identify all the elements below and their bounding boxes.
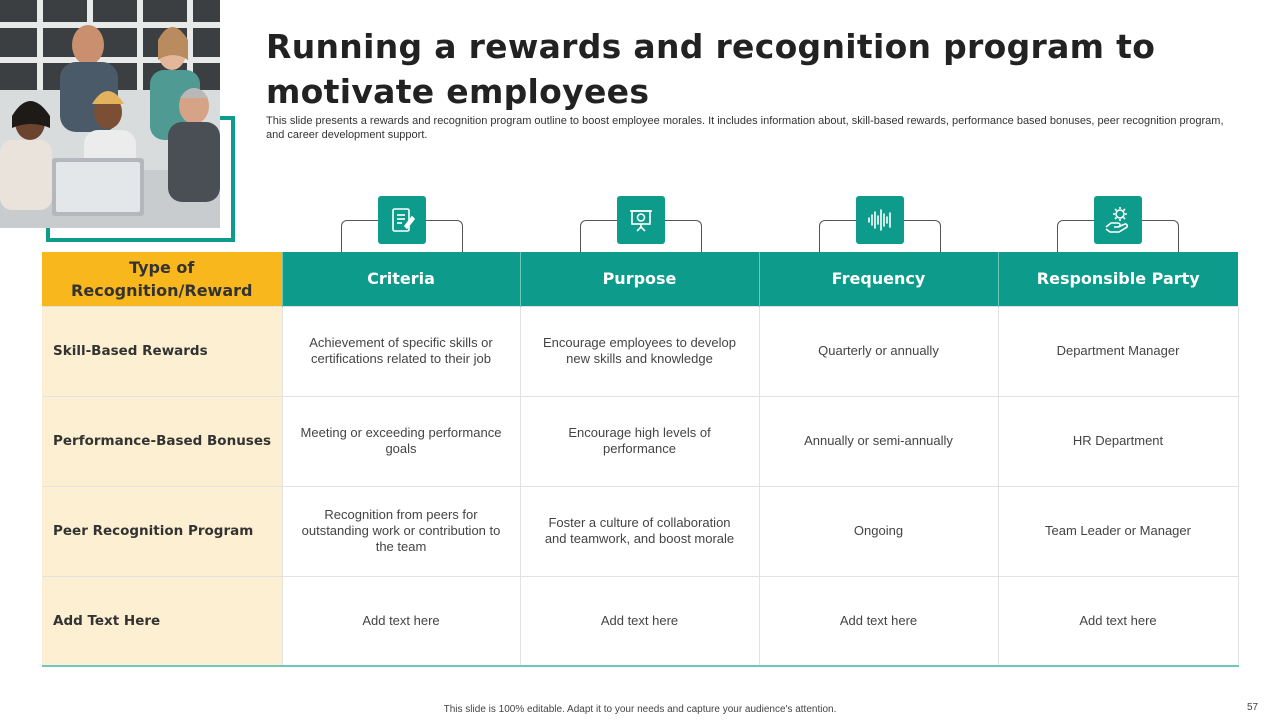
table-cell (759, 306, 998, 396)
cell-text: Foster a culture of collaboration and teamwork, and boost morale (544, 515, 735, 546)
cell-text: Add text here (1079, 612, 1157, 628)
cell-text: Add text here (839, 612, 918, 628)
cell-text: Achievement of specific skills or certifications related to their job (309, 335, 493, 366)
column-header-criteria: Criteria (282, 252, 520, 306)
table-row (42, 306, 1238, 396)
footer-note: This slide is 100% editable. Adapt it to your needs and capture your audience's attention. (443, 704, 837, 715)
cell-text: HR Department (1072, 433, 1164, 448)
column-header-purpose: Purpose (520, 252, 759, 306)
table-cell (759, 396, 998, 486)
checklist-icon (378, 196, 426, 244)
page-subtitle: This slide presents a rewards and recognition program outline to boost employee morales. It includes information about, skill-based rewards, performance based bonuses, peer recognition program, and career development support. (266, 115, 1224, 141)
table-cell (520, 306, 759, 396)
table-row (42, 576, 1238, 666)
table-cell (759, 486, 998, 576)
presentation-icon (617, 196, 665, 244)
frequency-icon-group (819, 196, 941, 252)
purpose-icon-group (580, 196, 702, 252)
waveform-icon (856, 196, 904, 244)
table-cell (998, 396, 1238, 486)
table-cell (282, 306, 520, 396)
table-cell (282, 396, 520, 486)
row-label: Skill-Based Rewards (42, 306, 282, 396)
cell-text: Add text here (362, 612, 440, 628)
column-header-responsible-party: Responsible Party (998, 252, 1238, 306)
cell-text: Ongoing (853, 523, 904, 538)
table-row (42, 486, 1238, 576)
criteria-icon-group (341, 196, 463, 252)
cell-text: Encourage employees to develop new skills and knowledge (543, 335, 736, 366)
cell-text: Add text here (600, 612, 679, 628)
table-row (42, 396, 1238, 486)
recognition-table (42, 252, 1239, 667)
table-cell (520, 486, 759, 576)
row-label: Peer Recognition Program (42, 486, 282, 576)
table-cell (998, 576, 1238, 666)
cell-text: Department Manager (1056, 343, 1180, 358)
table-header-row (42, 252, 1238, 306)
row-label: Performance-Based Bonuses (42, 396, 282, 486)
cell-text: Meeting or exceeding performance goals (300, 425, 502, 456)
table-cell (520, 396, 759, 486)
cell-text: Encourage high levels of performance (568, 425, 711, 456)
column-header-frequency: Frequency (759, 252, 998, 306)
table-cell (520, 576, 759, 666)
cell-text: Quarterly or annually (818, 343, 939, 358)
table-cell (998, 486, 1238, 576)
cell-text: Recognition from peers for outstanding work or contribution to the team (301, 507, 501, 554)
table-cell (759, 576, 998, 666)
team-photo (0, 0, 220, 228)
hand-gear-icon (1094, 196, 1142, 244)
page-title: Running a rewards and recognition program to motivate employees (266, 27, 1156, 111)
table-cell (998, 306, 1238, 396)
table-cell (282, 576, 520, 666)
table-cell (282, 486, 520, 576)
page-number: 57 (1247, 702, 1259, 713)
cell-text: Annually or semi-annually (804, 433, 953, 448)
row-label: Add Text Here (42, 576, 282, 666)
cell-text: Team Leader or Manager (1045, 523, 1191, 538)
column-header-type: Type of Recognition/Reward (42, 252, 282, 306)
responsible-icon-group (1057, 196, 1179, 252)
